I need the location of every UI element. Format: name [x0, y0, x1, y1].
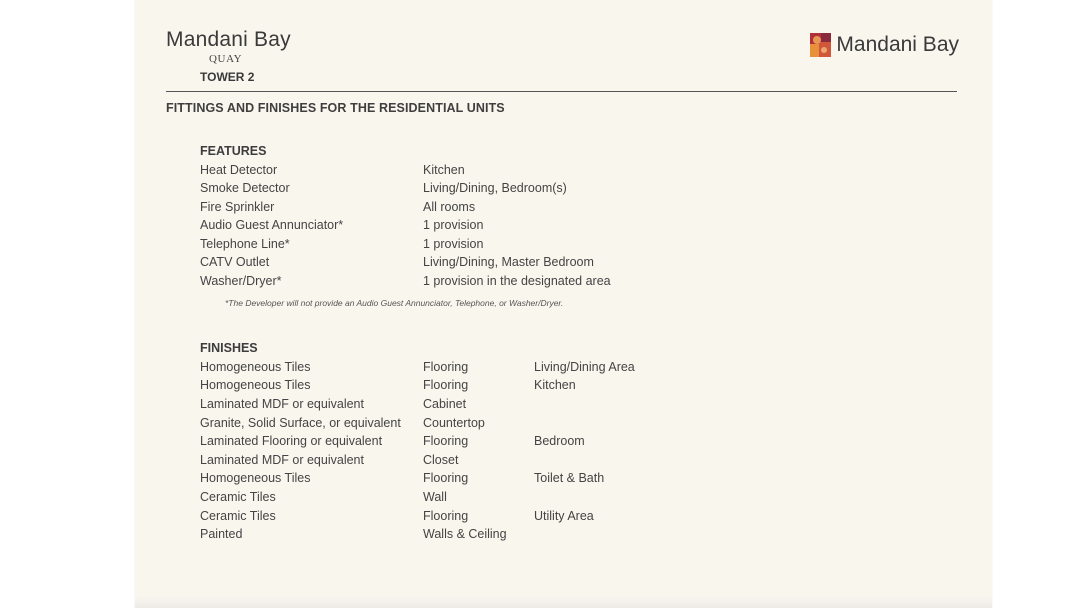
feature-location: All rooms: [423, 200, 476, 214]
finish-area: Toilet & Bath: [534, 471, 605, 485]
finish-material: Painted: [200, 527, 243, 541]
finish-row: [200, 453, 940, 471]
finish-row: [200, 434, 940, 452]
features-footnote: *The Developer will not provide an Audio Guest Annunciator, Telephone, or Washer/Dryer.: [225, 298, 564, 308]
feature-row: [200, 163, 940, 181]
finish-application: Wall: [423, 490, 447, 504]
tower-label: TOWER 2: [200, 70, 255, 84]
feature-item: Telephone Line*: [200, 237, 290, 251]
finish-area: Living/Dining Area: [534, 360, 635, 374]
page-bottom-edge: [135, 596, 992, 608]
finish-application: Flooring: [423, 360, 469, 374]
feature-location: 1 provision in the designated area: [423, 274, 611, 288]
finish-material: Granite, Solid Surface, or equivalent: [200, 416, 401, 430]
feature-location: Kitchen: [423, 163, 465, 177]
feature-item: Smoke Detector: [200, 181, 290, 195]
finish-row: [200, 378, 940, 396]
finish-material: Laminated MDF or equivalent: [200, 453, 364, 467]
finish-area: Kitchen: [534, 378, 576, 392]
finish-material: Ceramic Tiles: [200, 490, 276, 504]
finish-row: [200, 490, 940, 508]
feature-item: CATV Outlet: [200, 255, 270, 269]
brand-subtitle: QUAY: [209, 53, 243, 65]
document-title: FITTINGS AND FINISHES FOR THE RESIDENTIAL UNITS: [166, 101, 505, 115]
logo-mark-icon: [809, 31, 833, 59]
finish-row: [200, 527, 940, 545]
finish-row: [200, 509, 940, 527]
feature-item: Heat Detector: [200, 163, 278, 177]
feature-row: [200, 237, 940, 255]
finish-application: Closet: [423, 453, 459, 467]
finish-material: Laminated Flooring or equivalent: [200, 434, 383, 448]
finish-row: [200, 471, 940, 489]
feature-location: 1 provision: [423, 218, 484, 232]
finish-application: Flooring: [423, 471, 469, 485]
finish-area: Utility Area: [534, 509, 594, 523]
document-page: [135, 0, 992, 608]
feature-row: [200, 218, 940, 236]
feature-item: Washer/Dryer*: [200, 274, 282, 288]
finish-material: Homogeneous Tiles: [200, 378, 311, 392]
brand-header: [166, 28, 291, 84]
feature-row: [200, 200, 940, 218]
finish-application: Flooring: [423, 378, 469, 392]
feature-row: [200, 274, 940, 292]
finishes-heading: FINISHES: [200, 341, 258, 355]
finish-row: [200, 416, 940, 434]
feature-location: Living/Dining, Master Bedroom: [423, 255, 594, 269]
finish-area: Bedroom: [534, 434, 585, 448]
feature-row: [200, 255, 940, 273]
feature-location: Living/Dining, Bedroom(s): [423, 181, 567, 195]
finish-application: Flooring: [423, 434, 469, 448]
finish-material: Ceramic Tiles: [200, 509, 276, 523]
feature-location: 1 provision: [423, 237, 484, 251]
finish-application: Flooring: [423, 509, 469, 523]
finish-row: [200, 397, 940, 415]
finish-application: Walls & Ceiling: [423, 527, 507, 541]
feature-item: Fire Sprinkler: [200, 200, 275, 214]
feature-row: [200, 181, 940, 199]
finish-application: Cabinet: [423, 397, 467, 411]
finish-material: Laminated MDF or equivalent: [200, 397, 364, 411]
finish-application: Countertop: [423, 416, 485, 430]
features-heading: FEATURES: [200, 144, 267, 158]
brand-logo: [809, 31, 959, 59]
finish-material: Homogeneous Tiles: [200, 471, 311, 485]
logo-text: Mandani Bay: [836, 33, 959, 56]
finish-material: Homogeneous Tiles: [200, 360, 311, 374]
brand-name: Mandani Bay: [166, 28, 291, 51]
header-divider: [166, 91, 957, 92]
finish-row: [200, 360, 940, 378]
feature-item: Audio Guest Annunciator*: [200, 218, 344, 232]
